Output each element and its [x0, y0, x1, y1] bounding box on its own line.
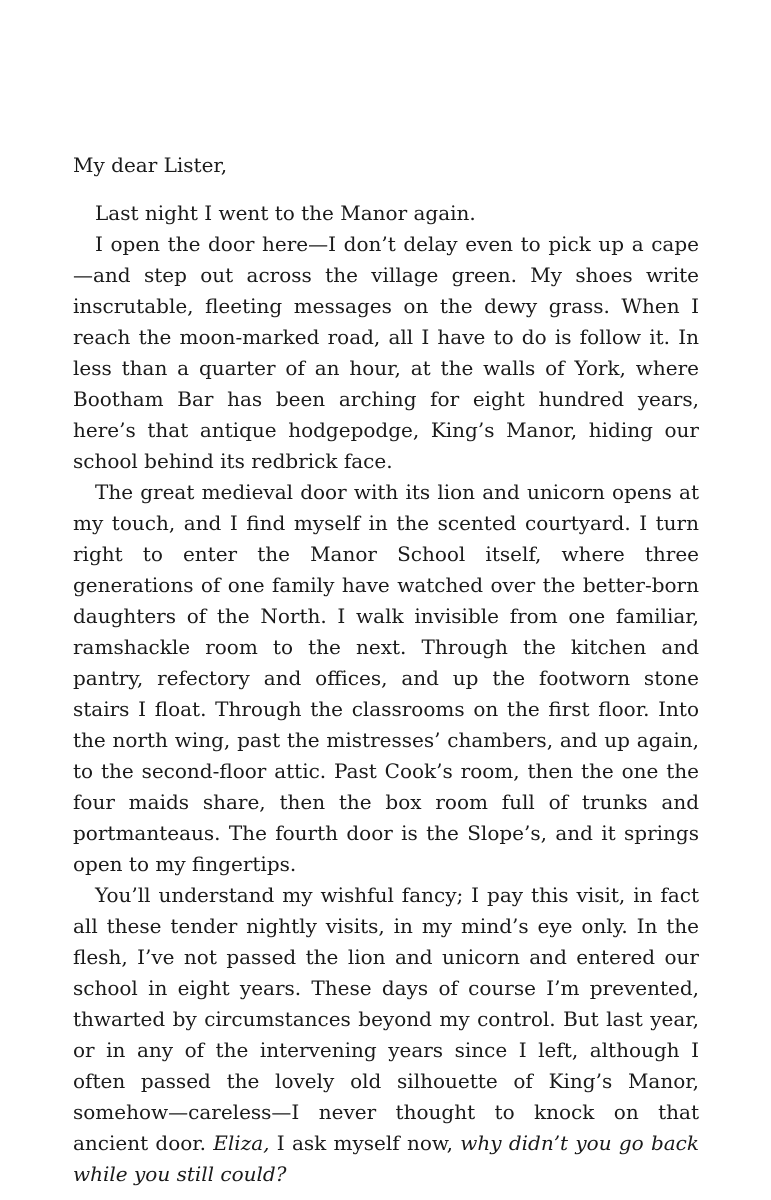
paragraph: Last night I went to the Manor again.: [95, 201, 476, 225]
italic-question: why didn’t you go back while you still could?: [73, 1131, 699, 1186]
paragraph: The great medieval door with its lion and unicorn opens at my touch, and I find myself in the scented courtyard. I turn right to enter the Manor School itself, where three generations of one family have watched over the better-born daughters of the North. I walk invisible from one familiar, ramshackle room to the next. Through the kitchen and pantry, refectory and offices, and up the footworn stone stairs I float. Through the classrooms on the first floor. Into the north wing, past the mistresses’ chambers, and up again, to the second-floor attic. Past Cook’s room, then the one the four maids share, then the box room full of trunks and portmanteaus. The fourth door is the Slope’s, and it springs open to my fingertips.: [73, 480, 699, 876]
salutation: My dear Lister,: [73, 153, 228, 177]
italic-address: Eliza,: [213, 1131, 270, 1155]
paragraph-last: [73, 880, 699, 1190]
connector-text: I ask myself now,: [276, 1131, 453, 1155]
paragraph-text: You’ll understand my wishful fancy; I pay this visit, in fact all these tender nightly visits, in my mind’s eye only. In the flesh, I’ve not passed the lion and unicorn and entered our school in eight years. These days of course I’m prevented, thwarted by circumstances beyond my control. But last year, or in any of the intervening years since I left, although I often passed the lovely old silhouette of King’s Manor, somehow—careless—I never thought to knock on that ancient door.: [73, 883, 699, 1155]
letter-page: [73, 150, 699, 1190]
paragraph: I open the door here—I don’t delay even to pick up a cape—and step out across the village green. My shoes write inscrutable, fleeting messages on the dewy grass. When I reach the moon-marked road, all I have to do is follow it. In less than a quarter of an hour, at the walls of York, where Bootham Bar has been arching for eight hundred years, here’s that antique hodgepodge, King’s Manor, hiding our school behind its redbrick face.: [73, 232, 699, 473]
